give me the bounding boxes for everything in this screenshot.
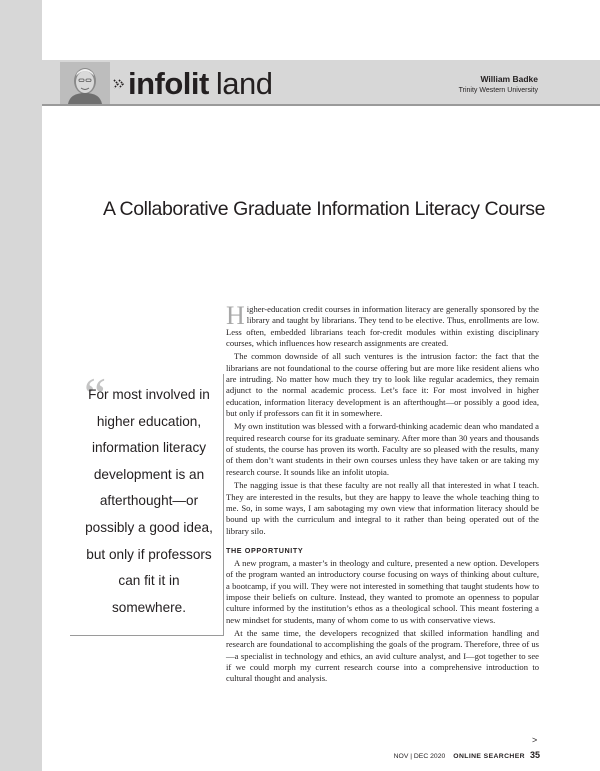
double-chevron-right-icon [113,77,127,91]
body-paragraph: The nagging issue is that these faculty are not really all that interested in what I teach. They are interested in the results, but they are happy to leave the whole teaching thing to me. So, in some ways, I am sabotaging my own view that information literacy should be bound up with the curriculum and integral to it rather than being operated out of the library silo. [226,480,539,536]
logo-bold-text: infolit [128,66,209,101]
drop-cap: H [226,301,245,330]
article-body [226,301,539,687]
body-paragraph [226,301,539,349]
author-name: William Badke [480,74,538,84]
issue-date: NOV | DEC 2020 [393,753,446,760]
section-heading: THE OPPORTUNITY [226,545,304,555]
continue-chevron-icon: > [532,735,538,745]
header-rule [42,104,600,106]
publication-name: ONLINE SEARCHER [453,753,525,760]
author-portrait-image [60,62,110,104]
paragraph-text: igher-education credit courses in information literacy are generally sponsored by the library and taught by librarians. They tend to be elective. Thus, enrollments are low. Less often, embedded librarians teach for-credit modules within existing disciplinary courses, which influences how research assignments are created. [226,304,539,349]
left-margin-band [0,0,42,771]
quote-mark-icon: “ [84,367,107,423]
article-title: A Collaborative Graduate Information Literacy Course [103,198,546,220]
page-footer [394,749,540,763]
pull-quote-text: For most involved in higher education, information literacy development is an afterthought—or possibly a good idea, but only if professors can fit it in somewhere. [85,387,213,615]
page-number: 35 [529,750,540,760]
body-paragraph: My own institution was blessed with a forward-thinking academic dean who mandated a required research course for its graduate seminary. After more than 30 years and thousands of students, the course has proven its worth. Faculty are so pleased with the results, many of them don’t want students in their own courses unless they have taken or are taking my research course. It sounds like an infolit utopia. [226,421,539,477]
body-paragraph: The common downside of all such ventures is the intrusion factor: the fact that the librarians are not foundational to the course offering but are more like resident aliens who are intruding. No matter how much they try to look like regular academics, they remain adjunct to the normal academic process. Let’s face it: For most involved in higher education, information literacy development is an afterthought—or possibly a good idea, but only if professors can fit it in somewhere. [226,351,539,419]
author-photo [60,62,110,104]
logo-light-text: land [215,66,273,101]
body-paragraph: At the same time, the developers recognized that skilled information handling and research are foundational to accomplishing the goals of the program. Therefore, three of us—a specialist in technology and ethics, an avid culture analyst, and I—got together to see if we could morph my current research course into a comprehensive introduction to cultural thought and analysis. [226,627,539,684]
author-affiliation: Trinity Western University [458,87,538,94]
column-logo [128,64,272,104]
pull-quote [70,367,224,636]
body-paragraph: A new program, a master’s in theology and culture, presented a new option. Developers of the program wanted an introductory course focusing on ways of thinking about culture, a bootcamp, if you will. They were not interested in something that taught students how to impose their beliefs on culture. Instead, they wanted to promote an openness to popular culture informed by the institution’s ethos as a theological school. This meant fostering a new mindset for students, many of whom come to us with conservative views. [226,557,539,625]
